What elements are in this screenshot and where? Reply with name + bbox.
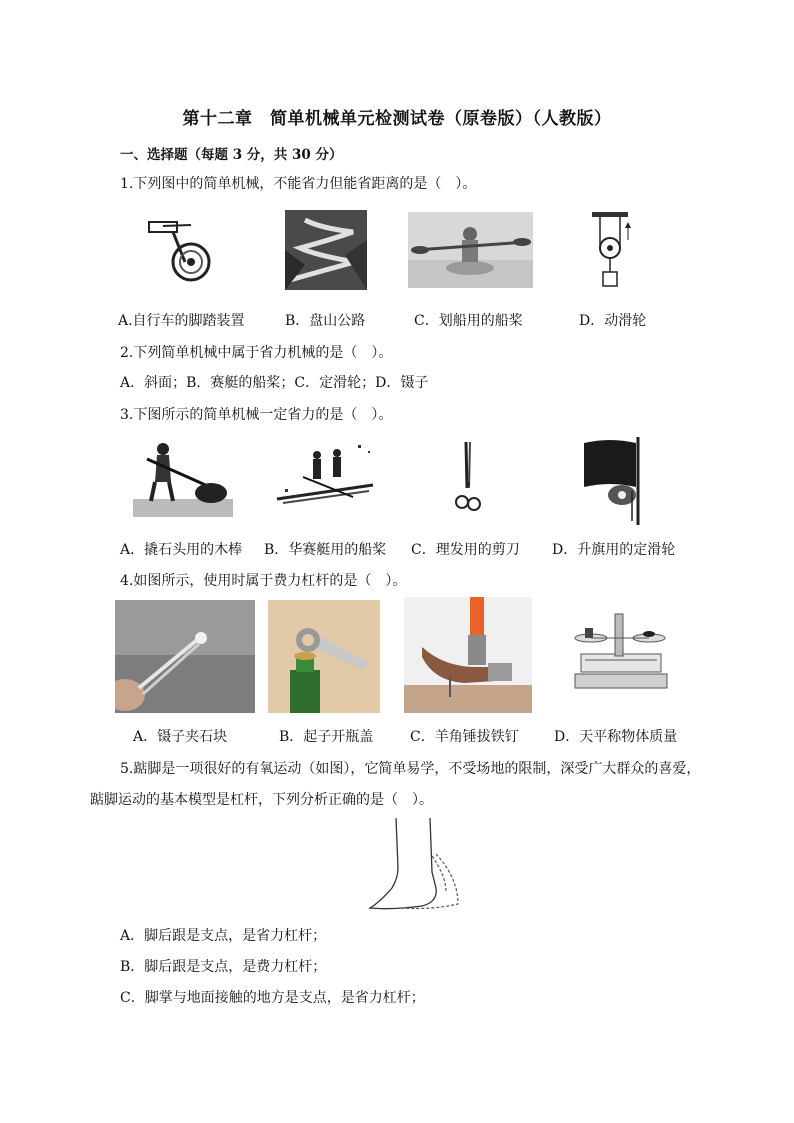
section-heading: 一、选择题（每题 3 分，共 30 分） xyxy=(120,147,343,163)
q3-option-d: D．升旗用的定滑轮 xyxy=(552,542,676,558)
q4-option-d: D．天平称物体质量 xyxy=(554,729,678,745)
question-5-stem-line-1: 5.踮脚是一项很好的有氧运动（如图），它简单易学，不受场地的限制，深受广大群众的喜爱， xyxy=(120,761,701,777)
question-1-stem: 1.下列图中的简单机械，不能省力但能省距离的是（ ）。 xyxy=(120,176,477,192)
question-2-stem: 2.下列简单机械中属于省力机械的是（ ）。 xyxy=(120,345,393,361)
q3-prying-stone-image xyxy=(133,437,233,517)
q5-tiptoe-foot-image xyxy=(362,816,464,912)
q1-option-b: B．盘山公路 xyxy=(285,313,366,329)
q3-flagpole-pulley-image xyxy=(580,435,650,525)
q4-option-c: C．羊角锤拔铁钉 xyxy=(410,729,519,745)
q3-option-c: C．理发用的剪刀 xyxy=(411,542,520,558)
q2-options: A．斜面；B．赛艇的船桨；C．定滑轮；D．镊子 xyxy=(120,375,429,391)
q5-option-c: C．脚掌与地面接触的地方是支点，是省力杠杆； xyxy=(120,990,425,1006)
q1-rowing-paddle-image xyxy=(408,212,533,288)
q4-claw-hammer-image xyxy=(404,597,532,713)
q4-option-a: A．镊子夹石块 xyxy=(133,729,228,745)
q3-rowing-boat-image xyxy=(273,437,378,517)
q1-mountain-road-image xyxy=(285,210,367,290)
q1-option-c: C．划船用的船桨 xyxy=(414,313,523,329)
page-title: 第十二章 简单机械单元检测试卷（原卷版）（人教版） xyxy=(182,109,612,129)
question-5-stem-line-2: 踮脚运动的基本模型是杠杆，下列分析正确的是（ ）。 xyxy=(90,792,433,808)
q1-bicycle-pedal-image xyxy=(143,212,218,287)
q3-option-a: A．撬石头用的木棒 xyxy=(120,542,243,558)
q4-option-b: B．起子开瓶盖 xyxy=(279,729,374,745)
question-3-stem: 3.下图所示的简单机械一定省力的是（ ）。 xyxy=(120,407,393,423)
question-4-stem: 4.如图所示，使用时属于费力杠杆的是（ ）。 xyxy=(120,573,407,589)
q3-scissors-image xyxy=(452,438,484,518)
q1-option-a: A.自行车的脚踏装置 xyxy=(118,313,245,329)
q4-bottle-opener-image xyxy=(268,600,380,713)
q5-option-a: A．脚后跟是支点，是省力杠杆； xyxy=(120,928,327,944)
q1-option-d: D．动滑轮 xyxy=(579,313,647,329)
q3-option-b: B．华赛艇用的船桨 xyxy=(264,542,387,558)
q4-balance-scale-image xyxy=(565,608,675,690)
q4-tweezers-image xyxy=(115,600,255,713)
q1-movable-pulley-image xyxy=(588,210,638,292)
q5-option-b: B．脚后跟是支点，是费力杠杆； xyxy=(120,959,327,975)
